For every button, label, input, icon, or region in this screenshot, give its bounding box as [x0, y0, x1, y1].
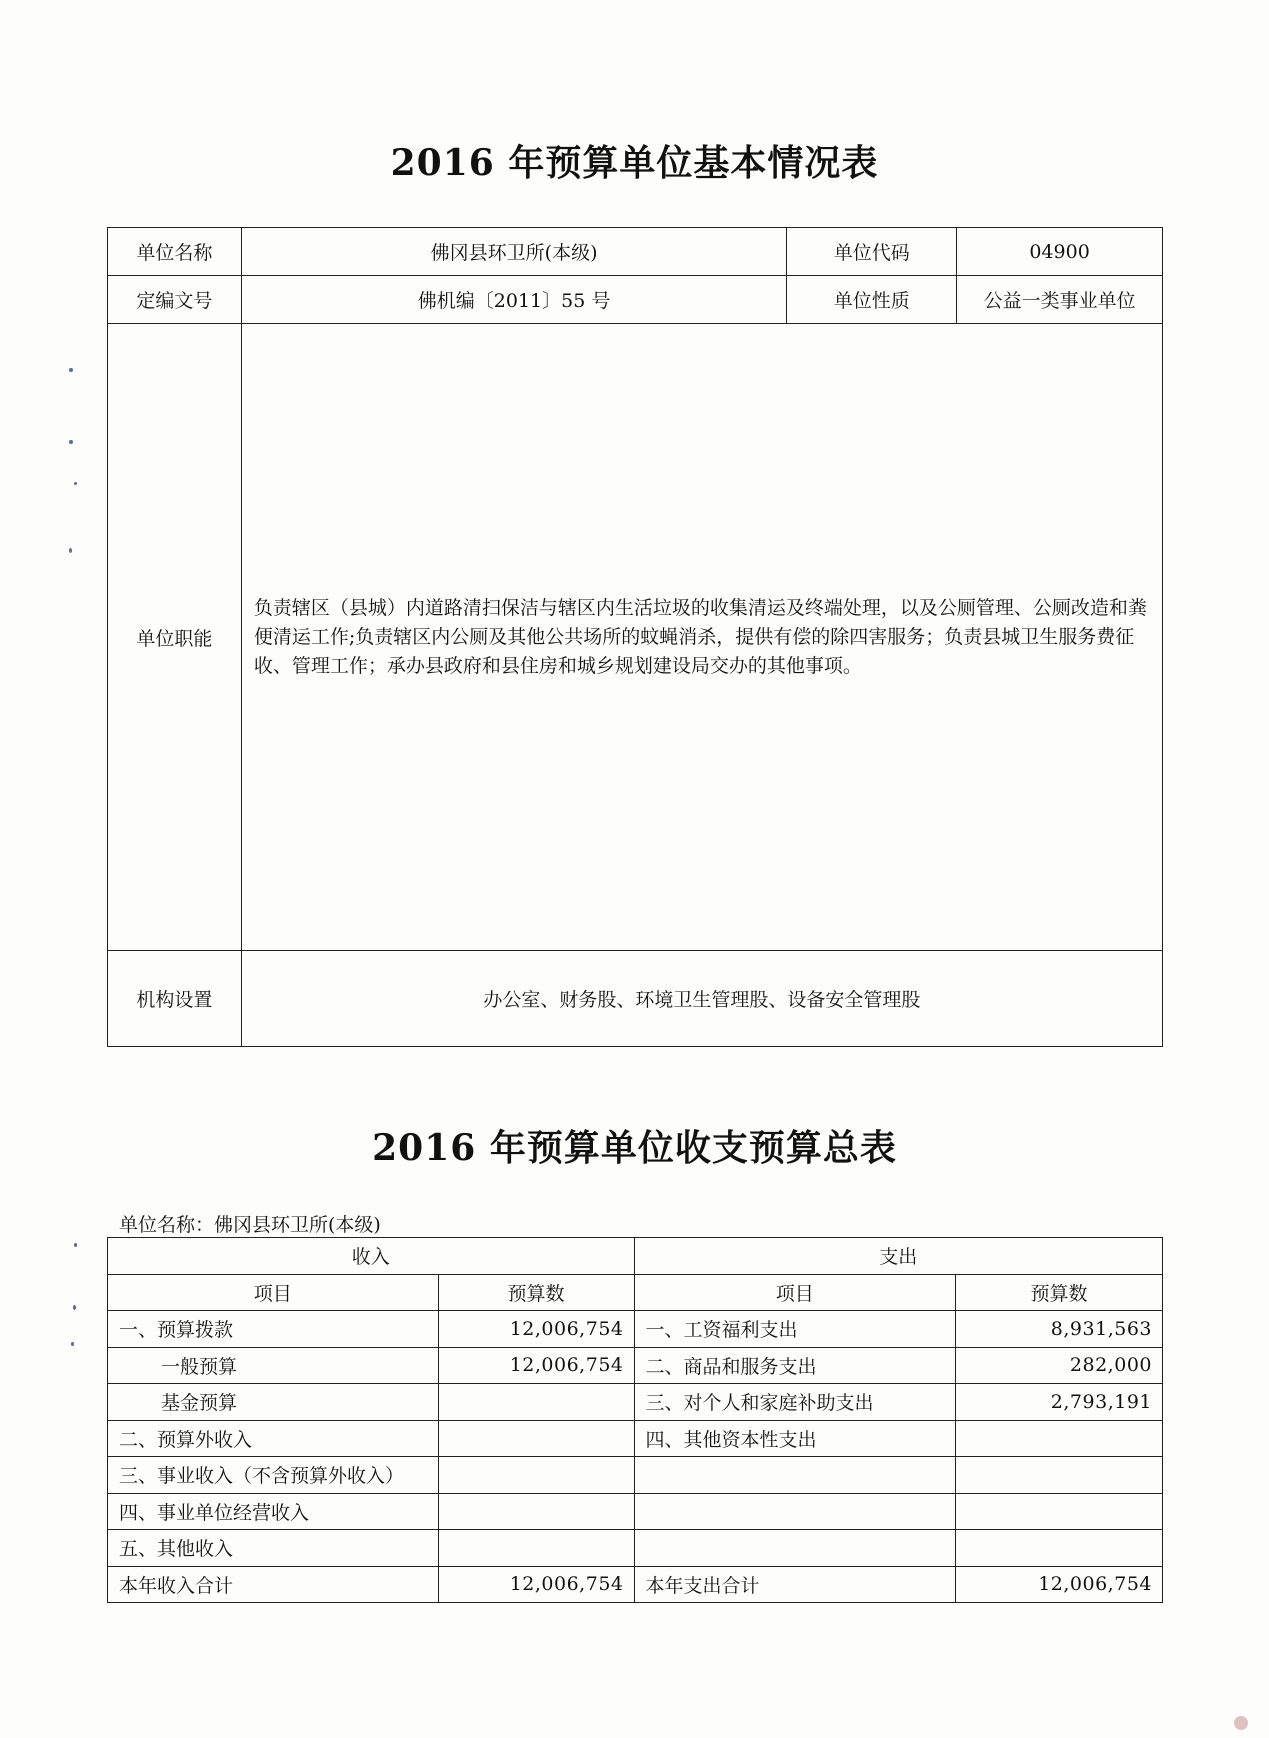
unit-name-label: 单位名称: [108, 228, 242, 276]
total-income-value: 12,006,754: [438, 1566, 634, 1603]
unit-nature-value: 公益一类事业单位: [957, 276, 1163, 324]
unit-name-value: 佛冈县环卫所(本级): [241, 228, 786, 276]
income-value: [438, 1530, 634, 1567]
income-item-col-header: 项目: [108, 1274, 439, 1311]
scan-speck: [69, 440, 73, 444]
expense-value: [956, 1530, 1163, 1567]
expense-value: 2,793,191: [956, 1384, 1163, 1421]
income-value: [438, 1384, 634, 1421]
expense-value: 282,000: [956, 1347, 1163, 1384]
table-row: [108, 324, 1163, 951]
expense-item: 三、对个人和家庭补助支出: [634, 1384, 956, 1421]
table-row: [108, 228, 1163, 276]
expense-item: 二、商品和服务支出: [634, 1347, 956, 1384]
table-row: [108, 1311, 1163, 1348]
income-value: [438, 1420, 634, 1457]
duty-label: 单位职能: [108, 324, 242, 951]
income-item: 四、事业单位经营收入: [108, 1493, 439, 1530]
income-item: 三、事业收入（不含预算外收入）: [108, 1457, 439, 1494]
expense-item: 一、工资福利支出: [634, 1311, 956, 1348]
income-header: 收入: [108, 1238, 635, 1275]
table-row: [108, 1347, 1163, 1384]
expense-item: 四、其他资本性支出: [634, 1420, 956, 1457]
income-item: 二、预算外收入: [108, 1420, 439, 1457]
income-value: 12,006,754: [438, 1347, 634, 1384]
total-income-label: 本年收入合计: [108, 1566, 439, 1603]
total-expense-label: 本年支出合计: [634, 1566, 956, 1603]
expense-value: [956, 1457, 1163, 1494]
income-value: [438, 1457, 634, 1494]
unit-code-label: 单位代码: [787, 228, 957, 276]
income-item: 五、其他收入: [108, 1530, 439, 1567]
table-row: [108, 951, 1163, 1047]
income-value: [438, 1493, 634, 1530]
scan-speck: [74, 482, 77, 485]
total-expense-value: 12,006,754: [956, 1566, 1163, 1603]
budget-summary-table: [107, 1237, 1163, 1603]
scan-speck: [69, 548, 72, 553]
unit-nature-label: 单位性质: [787, 276, 957, 324]
scan-speck: [69, 368, 73, 372]
unit-code-value: 04900: [957, 228, 1163, 276]
table-row: [108, 1457, 1163, 1494]
expense-item: [634, 1493, 956, 1530]
table-row: [108, 1420, 1163, 1457]
expense-header: 支出: [634, 1238, 1163, 1275]
duty-value: 负责辖区（县城）内道路清扫保洁与辖区内生活垃圾的收集清运及终端处理，以及公厕管理、公厕改造和粪便清运工作;负责辖区内公厕及其他公共场所的蚊蝇消杀，提供有偿的除四害服务；负责县城卫生服务费征收、管理工作；承办县政府和县住房和城乡规划建设局交办的其他事项。: [241, 324, 1162, 951]
expense-value: 8,931,563: [956, 1311, 1163, 1348]
expense-value: [956, 1493, 1163, 1530]
doc-no-value: 佛机编〔2011〕55 号: [241, 276, 786, 324]
table-row: [108, 1384, 1163, 1421]
scan-speck: [71, 1342, 74, 1346]
basic-info-table: [107, 227, 1163, 1047]
watermark-icon: [1234, 1716, 1248, 1730]
basic-info-title: 2016 年预算单位基本情况表: [390, 142, 879, 184]
doc-no-label: 定编文号: [108, 276, 242, 324]
expense-item: [634, 1530, 956, 1567]
expense-value: [956, 1420, 1163, 1457]
watermark-logo: [1234, 1716, 1251, 1731]
budget-summary-title: 2016 年预算单位收支预算总表: [372, 1127, 897, 1169]
income-item: 基金预算: [108, 1384, 439, 1421]
scan-speck: [73, 1305, 76, 1310]
org-label: 机构设置: [108, 951, 242, 1047]
table-row: [108, 276, 1163, 324]
unit-name-line: 单位名称：佛冈县环卫所(本级): [119, 1214, 381, 1236]
expense-budget-col-header: 预算数: [956, 1274, 1163, 1311]
expense-item-col-header: 项目: [634, 1274, 956, 1311]
table-row: [108, 1493, 1163, 1530]
income-budget-col-header: 预算数: [438, 1274, 634, 1311]
income-item: 一般预算: [108, 1347, 439, 1384]
table-total-row: [108, 1566, 1163, 1603]
table-header-row: [108, 1238, 1163, 1275]
scan-speck: [74, 1243, 77, 1247]
org-value: 办公室、财务股、环境卫生管理股、设备安全管理股: [241, 951, 1162, 1047]
income-item: 一、预算拨款: [108, 1311, 439, 1348]
income-value: 12,006,754: [438, 1311, 634, 1348]
expense-item: [634, 1457, 956, 1494]
table-row: [108, 1530, 1163, 1567]
table-header-row: [108, 1274, 1163, 1311]
